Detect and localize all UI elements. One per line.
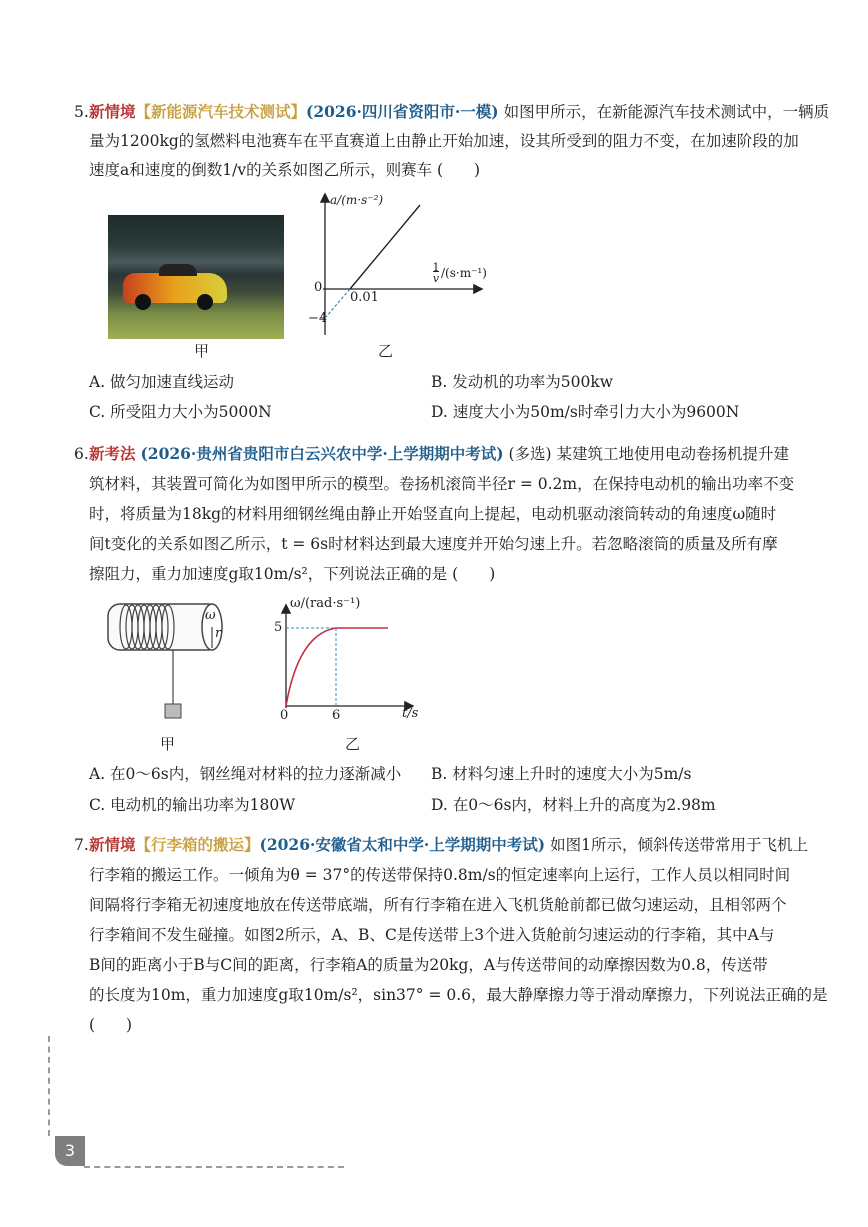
q5-tag-new-scenario: 新情境 <box>89 102 136 121</box>
q7-text-line6: 的长度为10m，重力加速度g取10m/s²，sin37° = 0.6，最大静摩擦力等于滑动摩擦力，下列说法正确的是 <box>89 986 828 1004</box>
q7-text-line4: 行李箱间不发生碰撞。如图2所示，A、B、C是传送带上3个进入货舱前匀速运动的行李箱，其中A与 <box>89 926 775 944</box>
q6-text-line5: 擦阻力，重力加速度g取10m/s²，下列说法正确的是 ( ) <box>89 565 496 583</box>
q6-option-c: C. 电动机的输出功率为180W <box>89 796 296 814</box>
q5-graph-xtick: 0.01 <box>350 290 379 305</box>
q6-text-line2: 筑材料，其装置可简化为如图甲所示的模型。卷扬机滚筒半径r = 0.2m，在保持电动机的输出功率不变 <box>89 475 795 493</box>
q5-line1 <box>89 102 829 122</box>
q7-tag-topic: 【行李箱的搬运】 <box>135 835 260 854</box>
q6-option-d: D. 在0～6s内，材料上升的高度为2.98m <box>431 796 716 814</box>
q5-tag-topic: 【新能源汽车技术测试】 <box>135 102 307 121</box>
q6-graph-origin: 0 <box>280 708 289 723</box>
q6-number: 6. <box>74 445 89 463</box>
q7-text-line3: 间隔将行李箱无初速度地放在传送带底端，所有行李箱在进入飞机货舱前都已做匀速运动，且相邻两个 <box>89 896 787 914</box>
page-number: 3 <box>55 1136 85 1166</box>
q6-text-line1: (多选) 某建筑工地使用电动卷扬机提升建 <box>508 445 790 463</box>
q6-option-b: B. 材料匀速上升时的速度大小为5m/s <box>431 765 692 783</box>
q6-line1 <box>89 444 789 464</box>
q6-graph-xtick: 6 <box>332 708 341 723</box>
q7-source: (2026·安徽省太和中学·上学期期中考试) <box>259 835 546 854</box>
q5-xfrac-den: v <box>432 272 440 285</box>
q6-graph <box>272 600 422 720</box>
q5-graph-ytick: −4 <box>308 311 328 326</box>
q5-graph-xlabel: /(s·m⁻¹) <box>441 266 487 280</box>
race-car-photo <box>108 215 284 339</box>
q7-number: 7. <box>74 836 89 854</box>
q6-text-line3: 时，将质量为18kg的材料用细钢丝绳由静止开始竖直向上提起，电动机驱动滚筒转动的角速度ω随时 <box>89 505 777 523</box>
q6-fig-jia-caption: 甲 <box>160 735 176 753</box>
q6-option-a: A. 在0～6s内，钢丝绳对材料的拉力逐渐减小 <box>89 765 402 783</box>
q5-fig-jia-caption: 甲 <box>194 342 210 360</box>
q6-drum-omega: ω <box>205 608 216 623</box>
q7-text-line7: ( ) <box>89 1016 133 1034</box>
q5-option-d: D. 速度大小为50m/s时牵引力大小为9600N <box>431 403 740 421</box>
q7-text-line5: B间的距离小于B与C间的距离，行李箱A的质量为20kg，A与传送带间的动摩擦因数为0.8，传送带 <box>89 956 768 974</box>
q5-option-c: C. 所受阻力大小为5000N <box>89 403 272 421</box>
q5-graph-origin: 0 <box>314 280 323 295</box>
q6-tag-new-method: 新考法 <box>89 444 136 463</box>
q5-option-b: B. 发动机的功率为500kw <box>431 373 613 391</box>
q5-graph-ylabel: a/(m·s⁻²) <box>330 193 384 207</box>
q6-drum-r: r <box>215 626 222 641</box>
q6-text-line4: 间t变化的关系如图乙所示，t = 6s时材料达到最大速度并开始匀速上升。若忽略滚筒的质量及所有摩 <box>89 535 778 553</box>
footer-dashed-vertical <box>48 1036 50 1136</box>
q7-line1 <box>89 835 808 855</box>
q5-source: (2026·四川省资阳市·一模) <box>306 102 499 121</box>
q5-graph-xfrac <box>432 262 440 284</box>
q5-text-line3: 速度a和速度的倒数1/v的关系如图乙所示，则赛车 ( ) <box>89 161 481 179</box>
q6-fig-yi-caption: 乙 <box>345 735 361 753</box>
q7-tag-new-scenario: 新情境 <box>89 835 136 854</box>
q6-graph-ylabel: ω/(rad·s⁻¹) <box>290 596 361 611</box>
race-car-icon <box>123 273 227 303</box>
q5-fig-yi-caption: 乙 <box>378 342 394 360</box>
q7-text-line2: 行李箱的搬运工作。一倾角为θ = 37°的传送带保持0.8m/s的恒定速率向上运行，工作人员以相同时间 <box>89 866 791 884</box>
q6-graph-ytick: 5 <box>274 620 283 635</box>
q5-xfrac-num: 1 <box>432 261 440 274</box>
q5-text-line1: 如图甲所示，在新能源汽车技术测试中，一辆质 <box>503 103 830 121</box>
footer-dashed-horizontal <box>84 1166 344 1168</box>
q6-graph-xlabel: t/s <box>402 706 419 721</box>
q7-text-line1: 如图1所示，倾斜传送带常用于飞机上 <box>550 836 808 854</box>
q5-text-line2: 量为1200kg的氢燃料电池赛车在平直赛道上由静止开始加速，设其所受到的阻力不变，在加速阶段的加 <box>89 132 799 150</box>
q5-number: 5. <box>74 103 89 121</box>
q6-source: (2026·贵州省贵阳市白云兴农中学·上学期期中考试) <box>140 444 504 463</box>
q5-option-a: A. 做匀加速直线运动 <box>89 373 235 391</box>
